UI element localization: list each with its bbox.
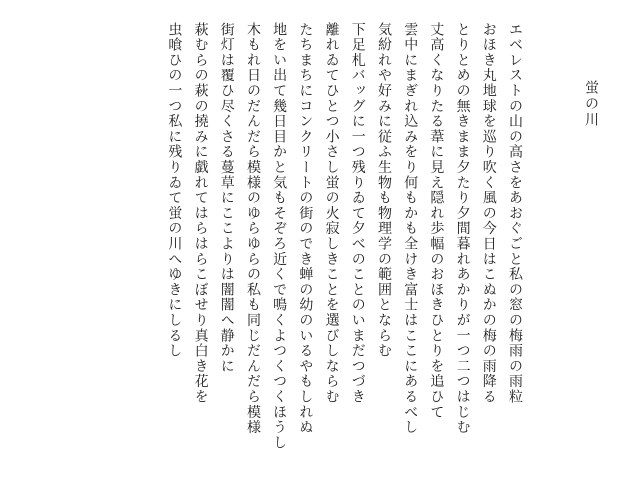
- poem-line: 木もれ日のだんだら模様のゆらゆらの私も同じだんだら模様: [244, 22, 261, 436]
- poem-line: 街灯は覆ひ尽くさる蔓草にここよりは闇闇へ静かに: [218, 22, 235, 374]
- poem-line: 雲中にまぎれ込みをり何もかも全けき富士はここにあるべし: [402, 22, 419, 436]
- poem-line: 丈高くなりたる葦に見え隠れ歩幅のおほきひとりを追ひて: [428, 22, 445, 420]
- poem-line: 気紛れや好みに従ふ生物も物理学の範囲とならむ: [375, 22, 392, 359]
- poem-line: たちまちにコンクリートの街のでき蝉の幼のいるやもしれぬ: [297, 22, 314, 436]
- poem-line: 萩むらの萩の撓みに戯れてはらはらこぼせり真白き花を: [192, 22, 209, 405]
- page-title: 蛍の川: [583, 80, 599, 128]
- poem-line: 地をい出て幾日目かと気もそぞろ近くで鳴くよつくつくほうし: [271, 22, 288, 451]
- poem-line: とりとめの無きまま夕たり夕間暮れあかりが一つ二つはじむ: [454, 22, 471, 436]
- poem-line: エベレストの山の高さをあおぐごと私の窓の梅雨の雨粒: [507, 22, 523, 405]
- poem-line: 虫喰ひの一つ私に残りゐて蛍の川へゆきにしるし: [166, 22, 183, 359]
- poem-line: 離れゐてひとつ小さし蛍の火寂しきことを選びしならむ: [323, 22, 340, 405]
- poem-line: 下足札バッグに一つ残りゐて夕べのことのいまだつづき: [349, 22, 366, 405]
- poem-body: [161, 22, 528, 462]
- poem-line: おほき丸地球を巡り吹く風の今日はこぬかの梅の雨降る: [480, 22, 497, 405]
